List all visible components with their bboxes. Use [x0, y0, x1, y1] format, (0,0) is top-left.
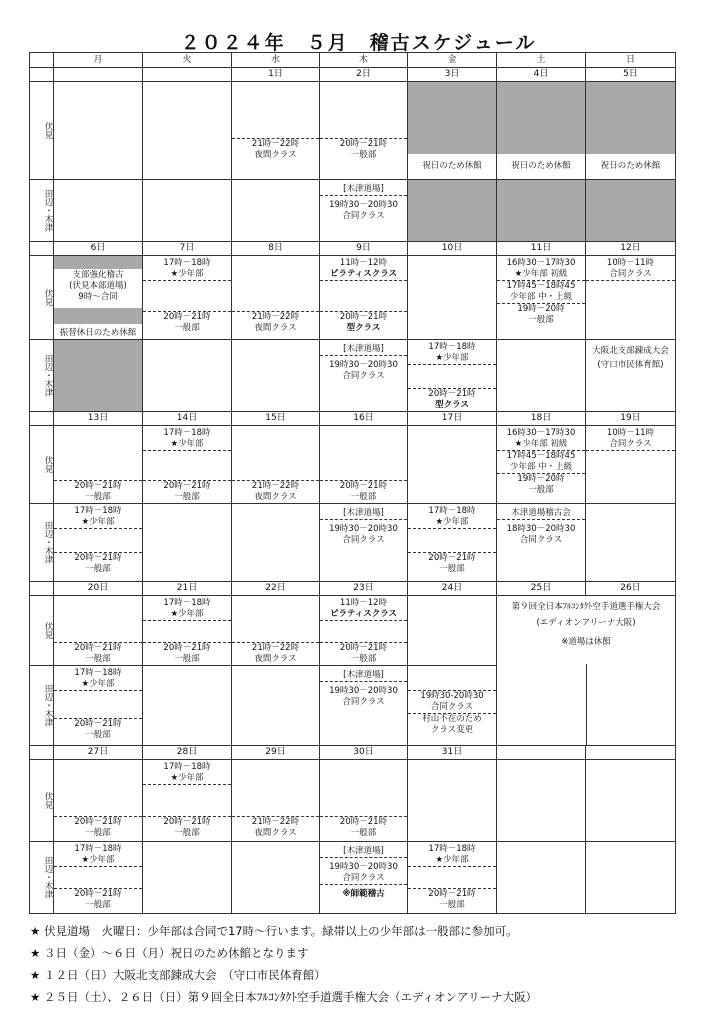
event-name: 第９回全日本ﾌﾙｺﾝﾀｸﾄ空手道選手権大会 [511, 602, 661, 612]
notes-section [30, 920, 537, 1008]
class-time: 11時－12時 [339, 598, 388, 608]
schedule-cell [586, 256, 676, 340]
date-cell: 18日 [497, 412, 586, 426]
date-cell: 19日 [586, 412, 676, 426]
schedule-cell [54, 760, 143, 842]
schedule-cell [54, 504, 143, 582]
schedule-cell [497, 82, 586, 180]
dojo-name: [木津道場] [320, 184, 407, 196]
class-time: 20時－21時 [74, 817, 122, 827]
class-time: 20時－21時 [428, 389, 476, 399]
holiday-note: 振替休日のため休館 [59, 328, 137, 338]
class-time: 19時－20時 [517, 304, 565, 314]
class-name: 合同クラス [519, 535, 563, 545]
schedule-cell [143, 340, 232, 412]
schedule-cell [497, 426, 586, 504]
date-cell: 6日 [54, 242, 143, 256]
event-name: 木津道場稽古会 [497, 508, 585, 520]
weekday-thu: 木 [320, 53, 408, 68]
schedule-cell [143, 82, 232, 180]
class-name: 合同クラス [342, 371, 385, 381]
location-label-tanabe: 田辺・木津 [30, 340, 54, 412]
class-time: 20時－21時 [339, 139, 388, 149]
class-time: 20時－21時 [163, 481, 211, 491]
date-cell [54, 68, 143, 82]
week3-tanabe-row [30, 504, 676, 582]
class-time: 20時－21時 [74, 553, 122, 563]
schedule-cell [497, 504, 586, 582]
date-cell: 7日 [143, 242, 232, 256]
class-time: 20時－21時 [339, 312, 388, 322]
date-cell: 22日 [232, 582, 320, 596]
tournament-cell [497, 596, 676, 746]
class-name: 少年部 中・上級 [497, 292, 585, 304]
page-title: ２０２４年 ５月 稽古スケジュール [180, 32, 537, 54]
class-name: 合同クラス [342, 211, 385, 221]
event-note: ※師範稽古 [342, 889, 385, 899]
schedule-cell [497, 256, 586, 340]
schedule-cell [320, 842, 408, 914]
note-line: ★ ２５日（土）、２６日（日）第９回全日本ﾌﾙｺﾝﾀｸﾄ空手道選手権大会（エディオンアリーナ大阪） [30, 990, 538, 1004]
class-time: 19時－20時 [517, 474, 565, 484]
class-time: 19時30-20時30 [420, 691, 484, 701]
class-name: ピラティスクラス [320, 269, 407, 281]
date-cell: 29日 [232, 746, 320, 760]
class-time: 17時－18時 [74, 844, 122, 854]
dojo-name: [木津道場] [320, 846, 407, 858]
class-name: 一般部 [350, 828, 377, 838]
schedule-cell [54, 82, 143, 180]
class-time: 21時－22時 [251, 817, 300, 827]
class-time: 10時－11時 [606, 258, 655, 268]
date-cell: 1日 [232, 68, 320, 82]
class-name: 少年部 中・上級 [497, 462, 585, 474]
schedule-cell [143, 842, 232, 914]
location-label-fushimi: 伏見 [30, 256, 54, 340]
class-time: 20時－21時 [74, 643, 122, 653]
class-time: 11時－12時 [339, 258, 388, 268]
schedule-cell [320, 666, 408, 746]
class-time: 21時－22時 [251, 312, 300, 322]
date-cell: 16日 [320, 412, 408, 426]
class-time: 21時－22時 [251, 481, 300, 491]
class-time: 19時30－20時30 [329, 524, 398, 534]
class-name: 夜間クラス [254, 150, 297, 160]
class-time: 19時30－20時30 [329, 862, 398, 872]
dojo-name: [木津道場] [320, 670, 407, 682]
class-name: ★少年部 [408, 517, 496, 529]
event-note: 村山不在のため [422, 714, 482, 724]
date-cell: 30日 [320, 746, 408, 760]
class-time: 17時－18時 [163, 598, 211, 608]
week2-tanabe-row [30, 340, 676, 412]
class-time: 20時－21時 [339, 481, 388, 491]
class-time: 20時－21時 [339, 817, 388, 827]
schedule-cell [408, 340, 497, 412]
note-line: ★ 伏見道場 火曜日：少年部は合同で17時～行います。緑帯以上の少年部は一般部に参加可。 [30, 924, 518, 938]
schedule-cell [497, 842, 586, 914]
class-time: 20時－21時 [163, 312, 211, 322]
schedule-cell [54, 666, 143, 746]
class-name: 一般部 [350, 150, 377, 160]
class-name: 一般部 [350, 654, 377, 664]
schedule-cell [408, 426, 497, 504]
schedule-cell [143, 760, 232, 842]
date-cell: 9日 [320, 242, 408, 256]
schedule-cell [232, 596, 320, 666]
class-time: 17時－18時 [74, 506, 122, 516]
location-label-tanabe: 田辺・木津 [30, 666, 54, 746]
schedule-cell [232, 340, 320, 412]
schedule-cell [408, 82, 497, 180]
date-cell: 11日 [497, 242, 586, 256]
date-cell: 26日 [586, 582, 676, 596]
date-cell: 8日 [232, 242, 320, 256]
class-name: 合同クラス [320, 873, 407, 885]
class-name: ★少年部 初級 [497, 439, 585, 451]
dojo-name: [木津道場] [320, 508, 407, 520]
event-place: (エディオンアリーナ大阪) [536, 618, 636, 628]
schedule-cell [586, 760, 676, 842]
event-name: 大阪北支部錬成大会 [592, 346, 669, 356]
weekday-header [30, 53, 676, 68]
closed-cell [497, 180, 586, 242]
class-time: 21時－22時 [251, 643, 300, 653]
date-cell: 3日 [408, 68, 497, 82]
note-line: ★ ３日（金）～６日（月）祝日のため休館となります [30, 946, 309, 960]
location-label-tanabe: 田辺・木津 [30, 504, 54, 582]
date-cell: 24日 [408, 582, 497, 596]
class-name: ★少年部 [54, 855, 142, 867]
week5-fushimi-row [30, 760, 676, 842]
class-name: 一般部 [528, 485, 554, 495]
schedule-cell [54, 256, 143, 340]
schedule-cell [232, 666, 320, 746]
date-cell [143, 68, 232, 82]
week1-tanabe-row [30, 180, 676, 242]
date-cell [497, 746, 586, 760]
schedule-cell [320, 504, 408, 582]
class-name: ★少年部 [54, 679, 142, 691]
schedule-cell [54, 180, 143, 242]
location-label-tanabe: 田辺・木津 [30, 842, 54, 914]
date-cell: 31日 [408, 746, 497, 760]
weekday-sat: 土 [497, 53, 586, 68]
class-time: 17時－18時 [163, 258, 211, 268]
schedule-cell [143, 426, 232, 504]
event-place: (伏見本部道場) [69, 281, 127, 291]
event-note: ※道場は休館 [561, 637, 611, 647]
schedule-cell [143, 256, 232, 340]
class-name: 合同クラス [408, 702, 496, 714]
weekday-sun: 日 [586, 53, 676, 68]
schedule-cell [232, 760, 320, 842]
class-time: 20時－21時 [74, 481, 122, 491]
holiday-note: 祝日のため休館 [511, 161, 571, 171]
class-time: 10時－11時 [606, 428, 655, 438]
class-name: ★少年部 [408, 855, 496, 867]
event-place: (守口市民体育館) [597, 360, 664, 370]
class-time: 17時－18時 [428, 844, 476, 854]
class-name: 一般部 [85, 828, 111, 838]
schedule-cell [143, 180, 232, 242]
weekday-fri: 金 [408, 53, 497, 68]
class-time: 17時－18時 [428, 342, 476, 352]
class-name: ★少年部 [54, 517, 142, 529]
date-cell: 2日 [320, 68, 408, 82]
class-name: ★少年部 [143, 609, 231, 621]
week2-fushimi-row [30, 256, 676, 340]
location-label-fushimi: 伏見 [30, 82, 54, 180]
date-cell: 10日 [408, 242, 497, 256]
schedule-cell [586, 340, 676, 412]
schedule-cell [143, 666, 232, 746]
class-time: 20時－21時 [428, 553, 476, 563]
weekday-wed: 水 [232, 53, 320, 68]
date-cell: 17日 [408, 412, 497, 426]
weekday-mon: 月 [54, 53, 143, 68]
class-time: 18時30－20時30 [506, 524, 576, 534]
class-name: 一般部 [85, 492, 111, 502]
week4-fushimi-row [30, 596, 676, 666]
schedule-cell [232, 82, 320, 180]
schedule-cell [320, 256, 408, 340]
class-name: 型クラス [435, 400, 469, 410]
class-name: 合同クラス [342, 697, 385, 707]
schedule-cell [586, 842, 676, 914]
class-name: 一般部 [439, 564, 465, 574]
class-name: 夜間クラス [254, 492, 297, 502]
week1-dates [30, 68, 676, 82]
date-cell: 21日 [143, 582, 232, 596]
class-name: 一般部 [174, 323, 200, 333]
class-name: ★少年部 [143, 269, 231, 281]
class-time: 17時－18時 [163, 428, 211, 438]
event-note: クラス変更 [430, 725, 474, 735]
class-time: 20時－21時 [428, 889, 476, 899]
schedule-cell [586, 504, 676, 582]
class-name: 一般部 [85, 900, 111, 910]
schedule-cell [143, 596, 232, 666]
schedule-cell [586, 426, 676, 504]
class-name: 合同クラス [586, 269, 675, 281]
class-time: 20時－21時 [339, 643, 388, 653]
date-cell: 5日 [586, 68, 676, 82]
class-name: 一般部 [528, 315, 554, 325]
date-cell: 28日 [143, 746, 232, 760]
closed-cell [54, 340, 143, 412]
holiday-note: 祝日のため休館 [600, 161, 661, 171]
class-name: 一般部 [439, 900, 465, 910]
schedule-cell [320, 180, 408, 242]
date-cell: 14日 [143, 412, 232, 426]
schedule-cell [232, 180, 320, 242]
date-cell: 27日 [54, 746, 143, 760]
class-time: 21時－22時 [251, 139, 300, 149]
class-name: 一般部 [85, 564, 111, 574]
schedule-cell [408, 504, 497, 582]
class-time: 19時30－20時30 [329, 200, 398, 210]
schedule-cell [408, 256, 497, 340]
schedule-cell [232, 256, 320, 340]
class-name: 合同クラス [342, 535, 385, 545]
schedule-cell [54, 596, 143, 666]
holiday-note: 祝日のため休館 [422, 161, 482, 171]
class-time: 16時30－17時30 [506, 258, 576, 268]
class-time: 20時－21時 [163, 817, 211, 827]
schedule-cell [320, 340, 408, 412]
dojo-name: [木津道場] [320, 344, 407, 356]
location-label-fushimi: 伏見 [30, 426, 54, 504]
date-cell: 4日 [497, 68, 586, 82]
class-time: 20時－21時 [74, 889, 122, 899]
note-line: ★ １２日（日）大阪北支部錬成大会 （守口市民体育館） [30, 968, 326, 982]
schedule-cell [232, 426, 320, 504]
schedule-cell [586, 82, 676, 180]
week4-dates [30, 582, 676, 596]
week5-tanabe-row [30, 842, 676, 914]
class-name: 夜間クラス [254, 654, 297, 664]
class-name: 夜間クラス [254, 828, 297, 838]
class-name: 夜間クラス [254, 323, 297, 333]
class-name: 一般部 [85, 654, 111, 664]
class-time: 19時30－20時30 [329, 360, 398, 370]
date-cell: 13日 [54, 412, 143, 426]
week5-dates [30, 746, 676, 760]
corner-cell [30, 53, 54, 68]
class-name: ピラティスクラス [320, 609, 407, 621]
schedule-cell [320, 82, 408, 180]
class-time: 20時－21時 [163, 643, 211, 653]
week2-dates [30, 242, 676, 256]
event-time: 9時～合同 [78, 292, 118, 302]
schedule-cell [408, 666, 497, 746]
class-name: 合同クラス [586, 439, 675, 451]
schedule-table [29, 52, 676, 914]
location-label-fushimi: 伏見 [30, 760, 54, 842]
schedule-cell [54, 842, 143, 914]
schedule-cell [320, 426, 408, 504]
class-name: ★少年部 [143, 439, 231, 451]
class-time: 17時－18時 [428, 506, 476, 516]
week1-fushimi-row [30, 82, 676, 180]
class-time: 17時－18時 [163, 762, 211, 772]
class-name: 一般部 [174, 654, 200, 664]
class-name: 一般部 [85, 730, 111, 740]
location-label-tanabe: 田辺・木津 [30, 180, 54, 242]
class-time: 16時30－17時30 [506, 428, 576, 438]
date-cell: 20日 [54, 582, 143, 596]
schedule-cell [497, 760, 586, 842]
class-name: 一般部 [174, 492, 200, 502]
location-label-fushimi: 伏見 [30, 596, 54, 666]
date-cell [586, 746, 676, 760]
schedule-cell [320, 760, 408, 842]
class-name: 型クラス [346, 323, 381, 333]
schedule-cell [232, 504, 320, 582]
class-name: ★少年部 [408, 353, 496, 365]
schedule-cell [497, 340, 586, 412]
schedule-cell [408, 596, 497, 666]
class-name: 一般部 [174, 828, 200, 838]
schedule-cell [408, 760, 497, 842]
class-time: 17時45－18時45 [506, 451, 576, 461]
class-time: 17時45－18時45 [506, 281, 576, 291]
closed-cell [586, 180, 676, 242]
schedule-cell [320, 596, 408, 666]
week3-dates [30, 412, 676, 426]
class-name: ★少年部 初級 [497, 269, 585, 281]
class-time: 19時30－20時30 [329, 686, 398, 696]
class-name: ★少年部 [143, 773, 231, 785]
date-cell: 23日 [320, 582, 408, 596]
schedule-cell [54, 426, 143, 504]
class-time: 20時－21時 [74, 719, 122, 729]
schedule-cell [408, 842, 497, 914]
class-time: 17時－18時 [74, 668, 122, 678]
date-cell: 12日 [586, 242, 676, 256]
date-cell: 15日 [232, 412, 320, 426]
date-cell: 25日 [497, 582, 586, 596]
schedule-cell [232, 842, 320, 914]
weekday-tue: 火 [143, 53, 232, 68]
closed-cell [408, 180, 497, 242]
class-name: 一般部 [350, 492, 377, 502]
event-name: 支部強化稽古 [72, 270, 124, 280]
schedule-cell [143, 504, 232, 582]
week3-fushimi-row [30, 426, 676, 504]
